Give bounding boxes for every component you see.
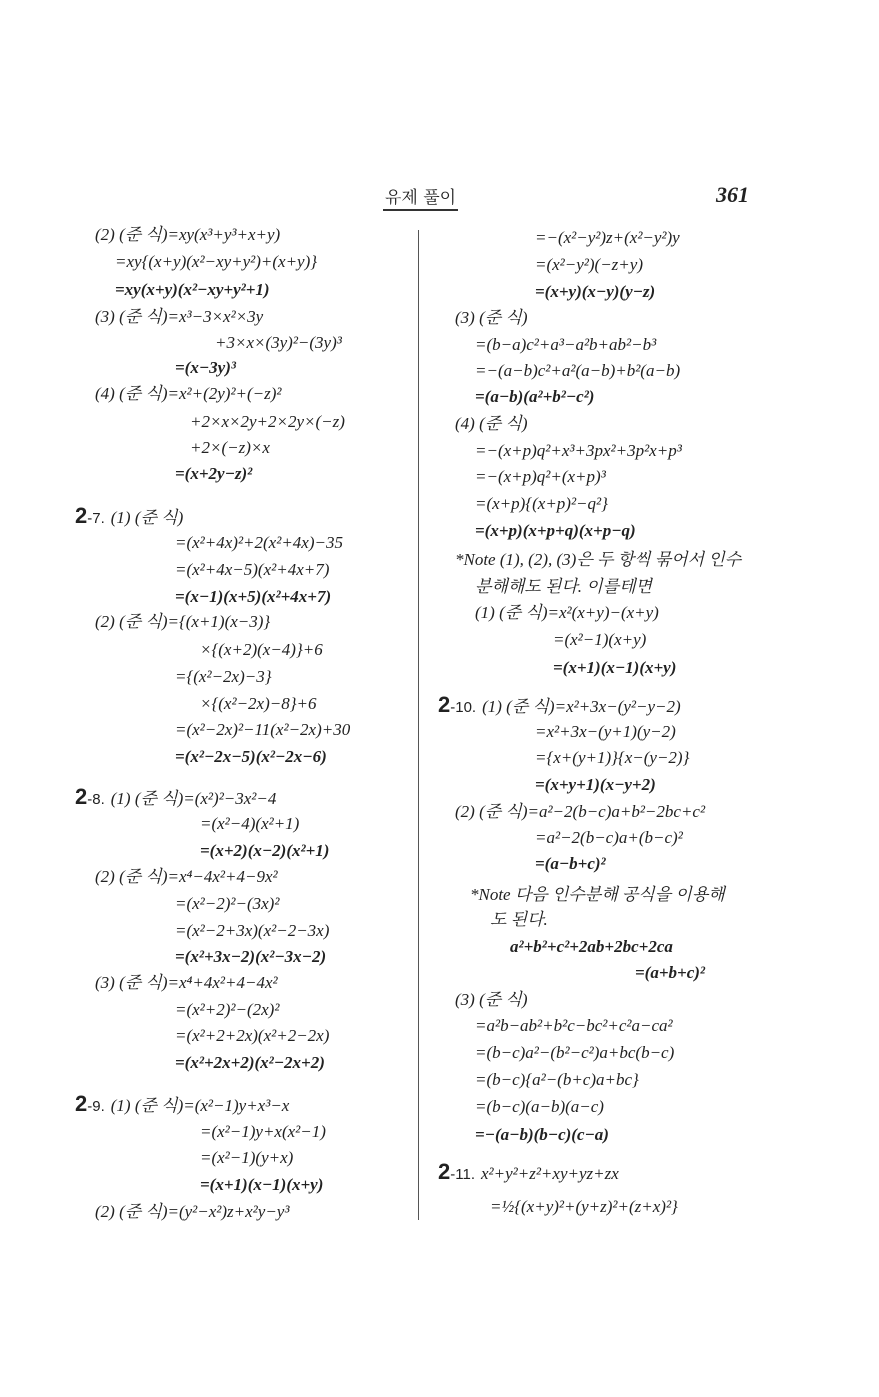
solution-line [175, 464, 252, 484]
equation-text: =(x²+2)²−(2x)² [175, 1000, 280, 1019]
solution-line [535, 775, 656, 795]
equation-text: +2×x×2y+2×2y×(−z) [190, 412, 345, 431]
solution-line [535, 282, 655, 302]
equation-text: =(x+p){(x+p)²−q²} [475, 494, 608, 513]
problem-index: -9. [87, 1098, 105, 1115]
equation-text: =xy(x+y)(x²−xy+y²+1) [115, 280, 270, 299]
solution-line [475, 335, 656, 355]
equation-text: (3) (준 식) [455, 308, 528, 327]
equation-text: =−(x+p)q²+(x+p)³ [475, 467, 606, 486]
problem-number [75, 784, 105, 809]
solution-line [175, 1000, 279, 1020]
solution-line [535, 722, 676, 742]
solution-line [175, 720, 350, 740]
problem-line [75, 1091, 290, 1117]
solution-line [535, 828, 683, 848]
solution-line [490, 1197, 678, 1217]
equation-text: =(x²+3x−2)(x²−3x−2) [175, 947, 327, 966]
solution-line [510, 937, 673, 957]
equation-text: =xy{(x+y)(x²−xy+y²)+(x+y)} [115, 252, 318, 271]
equation-text: =(b−c){a²−(b+c)a+bc} [475, 1070, 639, 1089]
problem-chapter: 2 [438, 1159, 451, 1184]
solution-line [200, 1122, 326, 1142]
solution-line [475, 603, 659, 623]
equation-text: ×{(x+2)(x−4)}+6 [200, 640, 323, 659]
problem-line [438, 692, 681, 718]
solution-line [175, 921, 329, 941]
solution-line [95, 225, 280, 245]
equation-text: x²+y²+z²+xy+yz+zx [480, 1164, 619, 1183]
solution-line [175, 560, 329, 580]
equation-text: +2×(−z)×x [190, 438, 270, 457]
solution-line [95, 307, 263, 327]
equation-text: =(x+1)(x−1)(x+y) [200, 1175, 324, 1194]
solution-line [635, 963, 705, 983]
equation-text: (2) (준 식)=x⁴−4x²+4−9x² [95, 867, 278, 886]
equation-text: (4) (준 식) [455, 414, 528, 433]
equation-text: =(b−c)a²−(b²−c²)a+bc(b−c) [475, 1043, 675, 1062]
solution-line [95, 973, 278, 993]
problem-chapter: 2 [75, 784, 88, 809]
equation-text: =(x²−2+3x)(x²−2−3x) [175, 921, 330, 940]
solution-line [175, 587, 331, 607]
solution-line [475, 1097, 604, 1117]
equation-text: =½{(x+y)²+(y+z)²+(z+x)²} [490, 1197, 678, 1216]
equation-text: *Note (1), (2), (3)은 두 항씩 묶어서 인수 [455, 550, 742, 569]
solution-line [190, 438, 270, 458]
equation-text: =(x²−1)(y+x) [200, 1148, 294, 1167]
equation-text: =(x²−1)(x+y) [553, 630, 647, 649]
solution-line [475, 521, 636, 541]
problem-index: -7. [87, 510, 105, 527]
equation-text: =(x²−2x)²−11(x²−2x)+30 [175, 720, 351, 739]
problem-number [438, 692, 477, 717]
problem-line [75, 784, 277, 810]
equation-text: (3) (준 식) [455, 990, 528, 1009]
solution-line [475, 1125, 609, 1145]
solution-line [475, 441, 682, 461]
equation-text: 도 된다. [490, 910, 548, 929]
equation-text: =−(a−b)(b−c)(c−a) [475, 1125, 609, 1144]
page-number: 361 [716, 182, 749, 207]
problem-index: -11. [450, 1166, 475, 1183]
problem-index: -8. [87, 791, 105, 808]
column-divider [418, 230, 419, 1220]
solution-line [475, 1043, 674, 1063]
equation-text: =(b−a)c²+a³−a²b+ab²−b³ [475, 335, 657, 354]
solution-line [455, 990, 528, 1010]
equation-text: =a²−2(b−c)a+(b−c)² [535, 828, 683, 847]
equation-text: =(a+b+c)² [635, 963, 706, 982]
solution-line [475, 387, 594, 407]
solution-line [470, 885, 725, 905]
solution-line [175, 894, 279, 914]
equation-text: =(x²−4)(x²+1) [200, 814, 300, 833]
equation-text: (2) (준 식)=(y²−x²)z+x²y−y³ [95, 1202, 290, 1221]
equation-text: =−(a−b)c²+a²(a−b)+b²(a−b) [475, 361, 681, 380]
equation-text: (4) (준 식)=x²+(2y)²+(−z)² [95, 384, 282, 403]
equation-text: =(x+p)(x+p+q)(x+p−q) [475, 521, 636, 540]
equation-text: =(x+2)(x−2)(x²+1) [200, 841, 330, 860]
solution-line [175, 747, 327, 767]
equation-text: =−(x+p)q²+x³+3px²+3p²x+p³ [475, 441, 682, 460]
problem-index: -10. [450, 699, 477, 716]
solution-line [200, 1175, 323, 1195]
equation-text: (3) (준 식)=x⁴+4x²+4−4x² [95, 973, 278, 992]
solution-line [175, 1026, 329, 1046]
solution-line [115, 280, 270, 300]
problem-number [75, 1091, 105, 1116]
equation-text: (2) (준 식)=xy(x³+y³+x+y) [95, 225, 281, 244]
solution-line [200, 694, 317, 714]
solution-line [175, 667, 272, 687]
problem-number [438, 1159, 475, 1184]
equation-text: (1) (준 식)=(x²)²−3x²−4 [110, 789, 277, 808]
equation-text: a²+b²+c²+2ab+2bc+2ca [510, 937, 673, 956]
solution-line [455, 308, 528, 328]
section-title: 유제 풀이 [383, 183, 458, 211]
solution-line [215, 333, 342, 353]
equation-text: (2) (준 식)=a²−2(b−c)a+b²−2bc+c² [455, 802, 706, 821]
solution-line [535, 255, 643, 275]
equation-text: =(a−b)(a²+b²−c²) [475, 387, 595, 406]
equation-text: ={x+(y+1)}{x−(y−2)} [535, 748, 690, 767]
solution-line [190, 412, 345, 432]
equation-text: *Note 다음 인수분해 공식을 이용해 [470, 885, 725, 904]
equation-text: =−(x²−y²)z+(x²−y²)y [535, 228, 680, 247]
equation-text: ×{(x²−2x)−8}+6 [200, 694, 317, 713]
problem-chapter: 2 [438, 692, 451, 717]
equation-text: =(x²−2)²−(3x)² [175, 894, 280, 913]
equation-text: (1) (준 식) [110, 508, 184, 527]
equation-text: =(x²+2x+2)(x²−2x+2) [175, 1053, 325, 1072]
solution-line [553, 658, 676, 678]
equation-text: =(x²−1)y+x(x²−1) [200, 1122, 326, 1141]
solution-line [475, 577, 652, 597]
equation-text: =(x+y+1)(x−y+2) [535, 775, 656, 794]
equation-text: =(x−1)(x+5)(x²+4x+7) [175, 587, 332, 606]
problem-chapter: 2 [75, 1091, 88, 1116]
equation-text: =(b−c)(a−b)(a−c) [475, 1097, 604, 1116]
solution-line [175, 1053, 325, 1073]
solution-line [475, 361, 680, 381]
solution-line [535, 854, 606, 874]
solution-line [175, 947, 326, 967]
equation-text: =a²b−ab²+b²c−bc²+c²a−ca² [475, 1016, 673, 1035]
solution-line [200, 841, 329, 861]
solution-line [95, 384, 282, 404]
equation-text: 분해해도 된다. 이를테면 [475, 577, 652, 596]
solution-line [455, 414, 528, 434]
equation-text: =(x²+4x−5)(x²+4x+7) [175, 560, 330, 579]
solution-line [455, 802, 705, 822]
solution-line [455, 550, 741, 570]
equation-text: =(x²+2+2x)(x²+2−2x) [175, 1026, 330, 1045]
equation-text: (1) (준 식)=x²(x+y)−(x+y) [475, 603, 659, 622]
equation-text: =(x+1)(x−1)(x+y) [553, 658, 677, 677]
equation-text: (1) (준 식)=x²+3x−(y²−y−2) [482, 697, 681, 716]
solution-line [475, 1070, 639, 1090]
problem-chapter: 2 [75, 503, 88, 528]
solution-line [490, 910, 548, 930]
solution-line [200, 814, 299, 834]
solution-line [175, 358, 236, 378]
solution-line [175, 533, 343, 553]
equation-text: +3×x×(3y)²−(3y)³ [215, 333, 342, 352]
equation-text: =(x²+4x)²+2(x²+4x)−35 [175, 533, 343, 552]
equation-text: =(x+y)(x−y)(y−z) [535, 282, 656, 301]
solution-line [95, 612, 270, 632]
equation-text: =(x+2y−z)² [175, 464, 253, 483]
solution-line [200, 640, 323, 660]
solution-line [200, 1148, 293, 1168]
solution-line [475, 494, 608, 514]
problem-line [75, 503, 184, 529]
solution-line [475, 1016, 673, 1036]
equation-text: =x²+3x−(y+1)(y−2) [535, 722, 676, 741]
solution-line [553, 630, 646, 650]
solution-line [535, 748, 689, 768]
solution-line [535, 228, 680, 248]
solution-line [95, 867, 278, 887]
equation-text: (3) (준 식)=x³−3×x²×3y [95, 307, 264, 326]
equation-text: =(x−3y)³ [175, 358, 236, 377]
equation-text: =(x²−2x−5)(x²−2x−6) [175, 747, 327, 766]
solution-line [95, 1202, 289, 1222]
equation-text: (1) (준 식)=(x²−1)y+x³−x [110, 1096, 290, 1115]
equation-text: =(x²−y²)(−z+y) [535, 255, 643, 274]
solution-line [475, 467, 606, 487]
problem-line [438, 1159, 619, 1185]
solution-line [115, 252, 317, 272]
equation-text: ={(x²−2x)−3} [175, 667, 272, 686]
equation-text: =(a−b+c)² [535, 854, 606, 873]
equation-text: (2) (준 식)={(x+1)(x−3)} [95, 612, 271, 631]
problem-number [75, 503, 105, 528]
